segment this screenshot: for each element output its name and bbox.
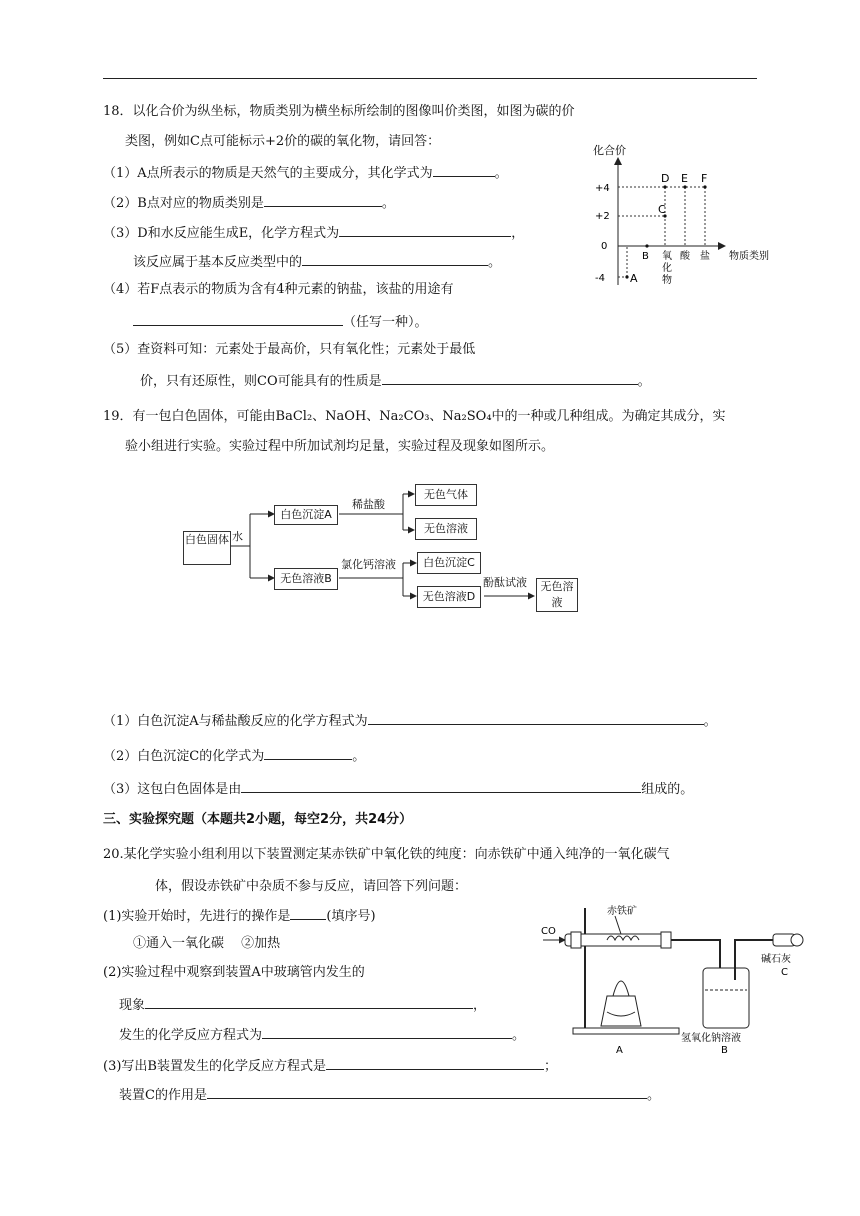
q20-part3-text: (3)写出B装置发生的化学反应方程式是 — [103, 1059, 326, 1074]
apparatus-diagram — [535, 900, 810, 1060]
q20-stem-line2: 体，假设赤铁矿中杂质不参与反应，请回答下列问题： — [155, 879, 468, 894]
flow-gas-box: 无色气体 — [415, 484, 477, 506]
cat-oxide-1: 氧 — [662, 251, 672, 262]
flow-water-label: 水 — [232, 530, 243, 543]
q18-part3b-text: 该反应属于基本反应类型中的 — [133, 255, 303, 270]
flow-final-box: 无色溶液 — [536, 578, 578, 612]
q18-part1-text: （1）A点所表示的物质是天然气的主要成分，其化学式为 — [103, 166, 433, 181]
wash-bottle-b — [703, 968, 749, 1028]
flow-sol-d-box: 无色溶液D — [417, 586, 481, 608]
flow-start-box: 白色固体 — [183, 531, 231, 565]
chart-ylabel: 化合价 — [593, 144, 626, 157]
point-a — [625, 275, 628, 278]
flow-sol1-box: 无色溶液 — [415, 518, 477, 540]
q19-stem-line1: 19．有一包白色固体，可能由BaCl₂、NaOH、Na₂CO₃、Na₂SO₄中的一种或几种组成。为确定其成分，实 — [103, 409, 726, 424]
q19-part2 — [103, 745, 365, 766]
label-c: C — [658, 203, 666, 216]
q18-part1-end: 。 — [494, 166, 508, 181]
q20-part3b-text: 装置C的作用是 — [119, 1088, 207, 1103]
q20-part2c-text: 发生的化学反应方程式为 — [119, 1028, 263, 1043]
q18-part3b-blank[interactable] — [302, 251, 488, 266]
tick-zero: 0 — [601, 241, 608, 252]
q19-part3-end: 组成的。 — [641, 782, 694, 797]
cat-oxide-3: 物 — [662, 275, 672, 286]
chart-xlabel: 物质类别 — [729, 251, 769, 262]
q19-part1-text: （1）白色沉淀A与稀盐酸反应的化学方程式为 — [103, 714, 368, 729]
q19-part1 — [103, 710, 717, 731]
q19-part3-text: （3）这包白色固体是由 — [103, 782, 242, 797]
q18-part3 — [103, 222, 524, 243]
tick-minus4: -4 — [595, 273, 605, 284]
q20-part3b-blank[interactable] — [207, 1084, 647, 1099]
flow-ppt-c-box: 白色沉淀C — [417, 552, 481, 574]
valence-chart — [585, 140, 785, 290]
q18-part4b-end: （任写一种）。 — [343, 315, 428, 330]
q20-part3 — [103, 1055, 557, 1076]
stopper-left — [571, 932, 581, 948]
q18-part4b — [133, 311, 428, 332]
q20-part1-text: (1)实验开始时，先进行的操作是 — [103, 909, 291, 924]
q18-part3-end: ， — [511, 226, 525, 241]
q20-part1-options: ①通入一氧化碳 ②加热 — [133, 936, 281, 951]
q18-part5b-end: 。 — [637, 374, 651, 389]
q20-part3-blank[interactable] — [326, 1055, 544, 1070]
q19-part3-blank[interactable] — [241, 778, 641, 793]
q18-part5: （5）查资料可知：元素处于最高价，只有氧化性；元素处于最低 — [103, 342, 476, 357]
label-a: A — [616, 1045, 623, 1056]
q20-stem-line1: 20.某化学实验小组利用以下装置测定某赤铁矿中氧化铁的纯度：向赤铁矿中通入纯净的一氧化碳气 — [103, 847, 670, 862]
q19-part3 — [103, 778, 693, 799]
q18-part3b — [133, 251, 501, 272]
q18-stem-line2: 类图，例如C点可能标示+2价的碳的氧化物，请回答： — [125, 134, 441, 149]
q20-part2c-blank[interactable] — [262, 1024, 512, 1039]
label-co: CO — [541, 926, 556, 937]
tick-plus4: +4 — [595, 183, 610, 194]
q20-part2b-end: ， — [473, 998, 487, 1013]
flow-cacl2-label: 氯化钙溶液 — [341, 558, 396, 571]
label-d: D — [661, 172, 670, 185]
point-d — [663, 185, 666, 188]
label-f: F — [701, 172, 708, 185]
cat-oxide-2: 化 — [662, 263, 672, 274]
q20-part3b-end: 。 — [646, 1088, 660, 1103]
label-b: B — [721, 1045, 728, 1056]
q20-part3-end: ； — [543, 1059, 557, 1074]
q19-part2-blank[interactable] — [264, 745, 352, 760]
q19-stem-line2: 验小组进行实验。实验过程中所加试剂均足量，实验过程及现象如图所示。 — [125, 439, 555, 454]
cat-salt: 盐 — [700, 251, 710, 262]
point-b — [645, 244, 648, 247]
q18-part1-blank[interactable] — [433, 162, 495, 177]
q18-part4: （4）若F点表示的物质为含有4种元素的钠盐，该盐的用途有 — [103, 282, 454, 297]
q20-part1 — [103, 905, 376, 926]
alcohol-lamp — [601, 996, 641, 1026]
q20-part2: (2)实验过程中观察到装置A中玻璃管内发生的 — [103, 965, 365, 980]
label-e: E — [681, 172, 688, 185]
q18-part2 — [103, 192, 395, 213]
q20-part2b-text: 现象 — [119, 998, 146, 1013]
flow-hcl-label: 稀盐酸 — [352, 498, 385, 511]
label-ore: 赤铁矿 — [607, 906, 637, 917]
label-lime: 碱石灰 — [761, 954, 791, 965]
cat-acid: 酸 — [680, 251, 690, 262]
label-a: A — [630, 272, 638, 285]
q19-part1-end: 。 — [703, 714, 717, 729]
label-c: C — [781, 967, 788, 978]
q18-part3-blank[interactable] — [339, 222, 511, 237]
q19-part2-end: 。 — [352, 749, 366, 764]
q20-part2c — [119, 1024, 525, 1045]
flow-ppt-a-box: 白色沉淀A — [274, 505, 338, 525]
point-e — [683, 185, 686, 188]
stand-base — [573, 1028, 679, 1034]
header-rule — [103, 78, 757, 79]
flow-sol-b-box: 无色溶液B — [274, 568, 338, 590]
q18-part1 — [103, 162, 508, 183]
q20-part2c-end: 。 — [512, 1028, 526, 1043]
q18-stem-line1: 18．以化合价为纵坐标，物质类别为横坐标所绘制的图像叫价类图，如图为碳的价 — [103, 104, 575, 119]
tick-plus2: +2 — [595, 211, 610, 222]
q18-part3-text: （3）D和水反应能生成E，化学方程式为 — [103, 226, 340, 241]
q18-part5b-blank[interactable] — [382, 370, 638, 385]
q19-part2-text: （2）白色沉淀C的化学式为 — [103, 749, 265, 764]
q18-part2-blank[interactable] — [264, 192, 382, 207]
q18-part2-end: 。 — [381, 196, 395, 211]
q20-part2b — [119, 994, 486, 1015]
q20-part2b-blank[interactable] — [145, 994, 473, 1009]
label-b: B — [642, 251, 649, 262]
q20-part1-end: (填序号) — [326, 909, 376, 924]
flow-phenol-label: 酚酞试液 — [483, 576, 527, 589]
q20-part1-blank[interactable] — [290, 905, 326, 920]
point-f — [703, 185, 706, 188]
q20-part3b — [119, 1084, 660, 1105]
q19-part1-blank[interactable] — [368, 710, 704, 725]
stopper-right — [661, 932, 671, 948]
section3-title: 三、实验探究题（本题共2小题，每空2分，共24分） — [103, 812, 413, 827]
label-naoh: 氢氧化钠溶液 — [681, 1033, 741, 1044]
lamp-flame — [613, 981, 629, 996]
q18-part4-blank[interactable] — [133, 311, 343, 326]
q18-part3b-end: 。 — [488, 255, 502, 270]
q18-part5b-text: 价，只有还原性，则CO可能具有的性质是 — [140, 374, 382, 389]
q18-part2-text: （2）B点对应的物质类别是 — [103, 196, 264, 211]
q18-part5b — [140, 370, 651, 391]
